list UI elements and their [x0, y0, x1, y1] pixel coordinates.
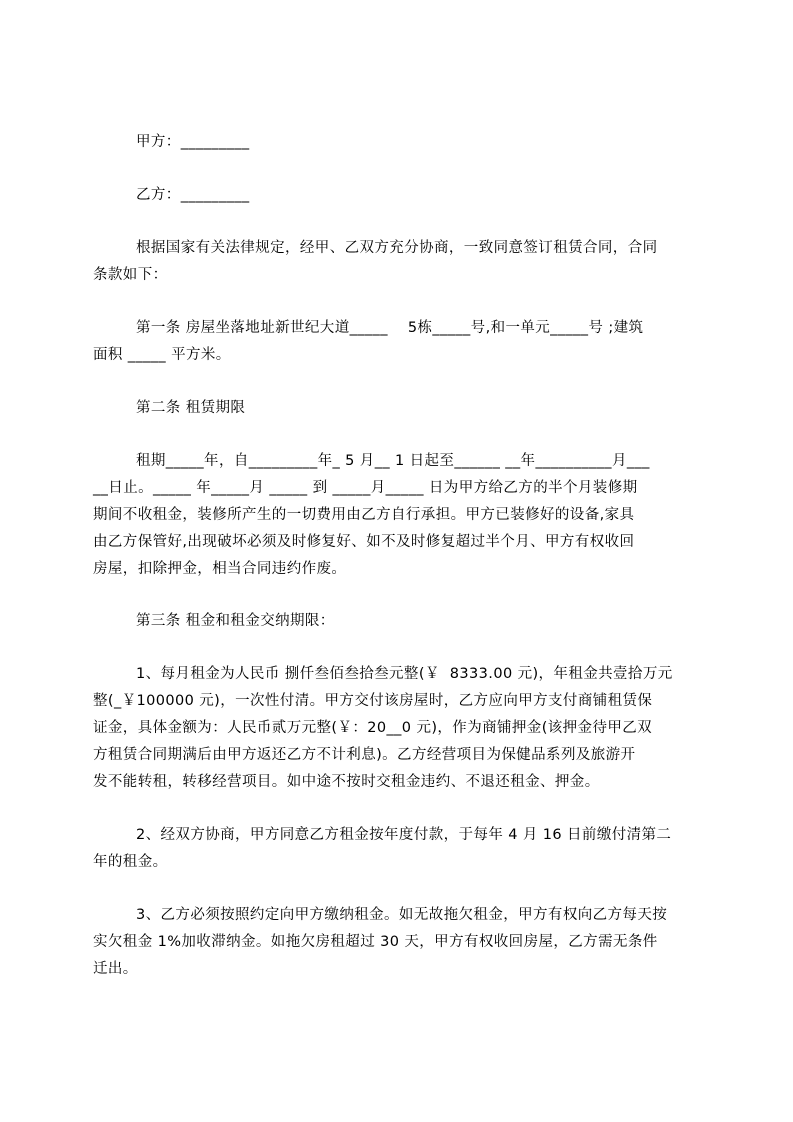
article2-title: 第二条 租赁期限 — [136, 400, 246, 416]
rent1-line-2: 整(_￥100000 元)，一次性付清。甲方交付该房屋时，乙方应向甲方支付商铺租赁保 — [93, 693, 653, 709]
rent2-line-1: 2、经双方协商，甲方同意乙方租金按年度付款，于每年 4 月 16 日前缴付清第二 — [136, 827, 672, 843]
term-line-4: 由乙方保管好,出现破坏必须及时修复好、如不及时修复超过半个月、甲方有权收回 — [93, 534, 635, 550]
rent3-line-2: 实欠租金 1%加收滞纳金。如拖欠房租超过 30 天，甲方有权收回房屋，乙方需无条件 — [93, 934, 658, 950]
term-line-1: 租期_____年，自_________年_ 5 月__ 1 日起至______ __年__________月___ — [136, 453, 650, 469]
party-b-line: 乙方：_________ — [136, 187, 250, 203]
intro-line-2: 条款如下： — [93, 267, 168, 283]
rent2-line-2: 年的租金。 — [93, 854, 168, 870]
term-line-2: __日止。_____ 年_____月 _____ 到 _____月_____ 日为甲方给乙方的半个月装修期 — [93, 480, 638, 496]
rent1-line-1: 1、每月租金为人民币 捌仟叁佰叁拾叁元整(￥ 8333.00 元)，年租金共壹拾万元 — [136, 666, 673, 682]
term-line-5: 房屋，扣除押金，相当合同违约作废。 — [93, 561, 347, 577]
article3-title: 第三条 租金和租金交纳期限： — [136, 613, 335, 629]
rent1-line-4: 方租赁合同期满后由甲方返还乙方不计利息)。乙方经营项目为保健品系列及旅游开 — [93, 747, 636, 763]
intro-line-1: 根据国家有关法律规定，经甲、乙双方充分协商，一致同意签订租赁合同，合同 — [136, 240, 658, 256]
rent1-line-3: 证金，具体金额为：人民币贰万元整(￥：20__0 元)，作为商铺押金(该押金待甲乙双 — [93, 720, 653, 736]
article1-line-2: 面积 _____ 平方米。 — [93, 347, 231, 363]
party-a-line: 甲方：_________ — [136, 134, 250, 150]
rent3-line-1: 3、乙方必须按照约定向甲方缴纳租金。如无故拖欠租金，甲方有权向乙方每天按 — [136, 907, 668, 923]
term-line-3: 期间不收租金，装修所产生的一切费用由乙方自行承担。甲方已装修好的设备,家具 — [93, 507, 635, 523]
rent3-line-3: 迁出。 — [93, 961, 138, 977]
rent1-line-5: 发不能转租，转移经营项目。如中途不按时交租金违约、不退还租金、押金。 — [93, 774, 600, 790]
article1-line-1: 第一条 房屋坐落地址新世纪大道_____ 5栋_____号,和一单元_____号 ;建筑 — [136, 320, 644, 336]
